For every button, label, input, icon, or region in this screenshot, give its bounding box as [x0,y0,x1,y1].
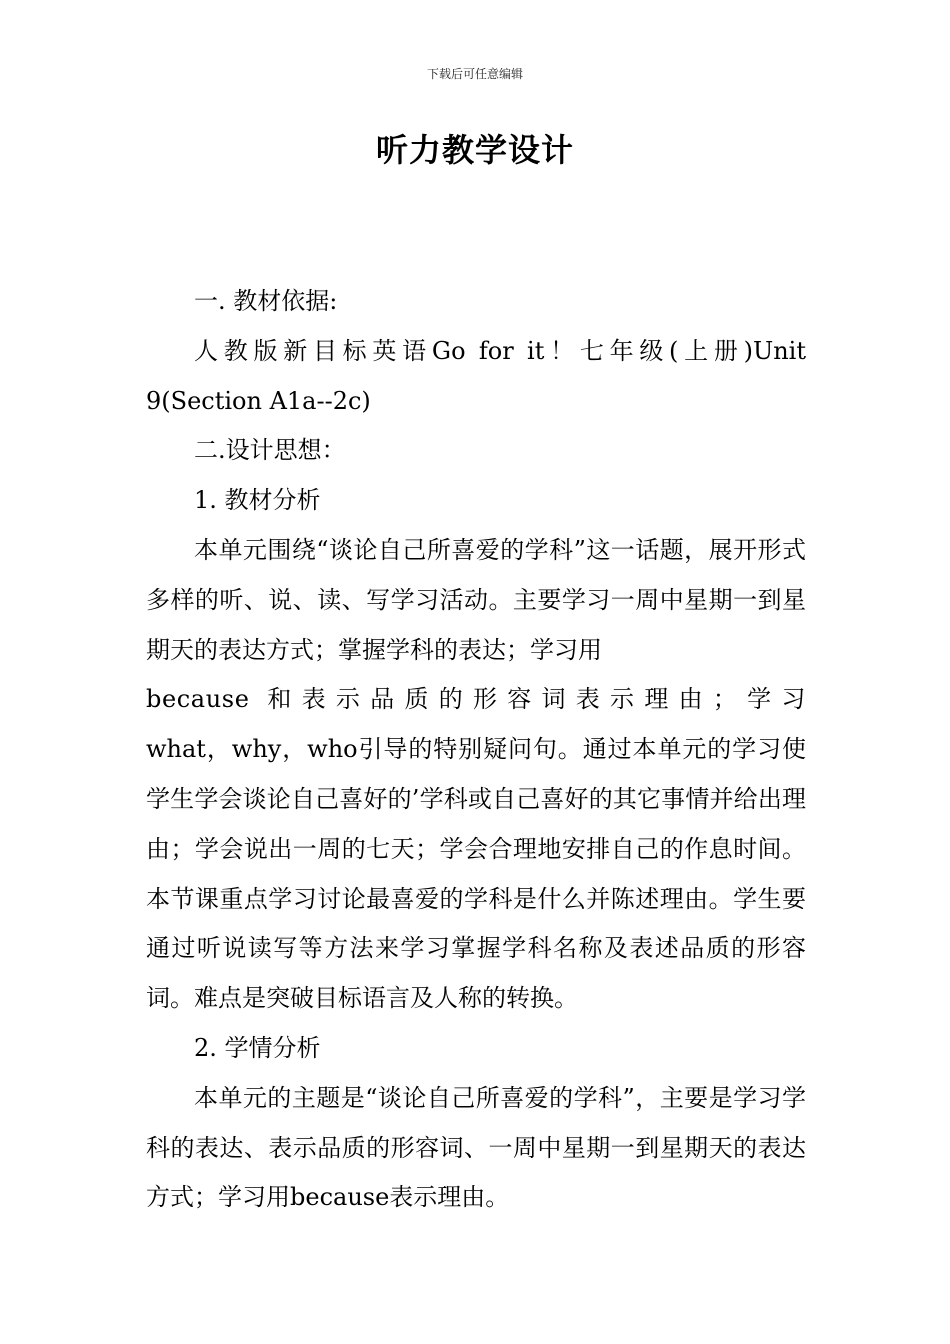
paragraph-textbook: 人教版新目标英语Go for it！七年级(上册)Unit 9(Section A1a--2c) [146,336,806,415]
paragraph-learner-analysis: 本单元的主题是“谈论自己所喜爱的学科”，主要是学习学科的表达、表示品质的形容词、一周中星期一到星期天的表达方式；学习用because表示理由。 [146,1083,806,1212]
paragraph-material-analysis-3: what，why，who引导的特别疑问句。通过本单元的学习使学生学会谈论自己喜好的’学科或自己喜好的其它事情并给出理由；学会说出一周的七天；学会合理地安排自己的作息时间。本节课重点学习讨论最喜爱的学科是什么并陈述理由。学生要通过听说读写等方法来学习掌握学科名称及表述品质的形容词。难点是突破目标语言及人称的转换。 [146,735,806,1013]
section-heading-design: 二.设计思想： [194,436,346,465]
document-title: 听力教学设计 [375,131,574,169]
subheading-learner-analysis: 2. 学情分析 [194,1033,321,1062]
paragraph-material-analysis-1: 本单元围绕“谈论自己所喜爱的学科”这一话题，展开形式多样的听、说、读、写学习活动。主要学习一周中星期一到星期天的表达方式；掌握学科的表达；学习用 [146,535,806,664]
document-body [146,277,806,1223]
section-heading-basis: 一. 教材依据: [194,287,338,315]
page-header-note: 下载后可任意编辑 [426,67,523,81]
paragraph-material-analysis-2: because 和表示品质的形容词表示理由；学习 [146,685,806,714]
subheading-material-analysis: 1. 教材分析 [194,486,321,515]
